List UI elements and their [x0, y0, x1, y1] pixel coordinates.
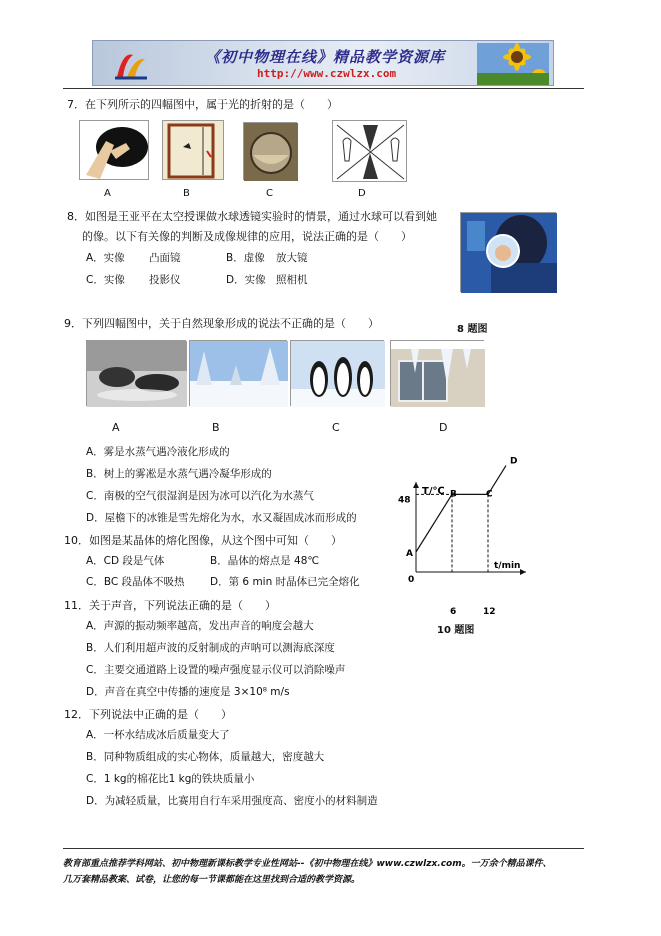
- q8-option-b-value: 放大镜: [276, 252, 308, 264]
- question-11-text: 11．关于声音，下列说法正确的是（ ）: [64, 599, 276, 612]
- q8-option-c-label: C．实像: [86, 274, 125, 286]
- q12-option-b: B．同种物质组成的实心物体，质量越大，密度越大: [86, 751, 325, 763]
- q8-option-d-value: 照相机: [276, 274, 308, 286]
- q9-label-a: A: [112, 421, 120, 434]
- question-9-text: 9．下列四幅图中，关于自然现象形成的说法不正确的是（ ）: [64, 317, 379, 330]
- point-label-c: C: [486, 489, 493, 500]
- q11-option-d: D．声音在真空中传播的速度是 3×10⁸ m/s: [86, 686, 290, 698]
- question-7-text: 7．在下列所示的四幅图中，属于光的折射的是（ ）: [67, 98, 338, 111]
- figure-8-caption: 8 题图: [457, 324, 488, 335]
- header-rule: [63, 88, 584, 89]
- q9-option-d: D．屋檐下的冰锥是雪先熔化为水，水又凝固成冰而形成的: [86, 512, 357, 524]
- q10-option-d: D．第 6 min 时晶体已完全熔化: [210, 576, 360, 588]
- q7-label-b: B: [183, 188, 190, 199]
- q7-image-a: [79, 120, 149, 180]
- q12-option-d: D．为减轻质量，比赛用自行车采用强度高、密度小的材料制造: [86, 795, 378, 807]
- q9-label-d: D: [439, 421, 448, 434]
- q7-label-d: D: [358, 188, 366, 199]
- origin-tick: 0: [408, 575, 415, 585]
- q7-image-d: [332, 120, 407, 182]
- q10-option-a: A．CD 段是气体: [86, 555, 165, 567]
- q9-label-c: C: [332, 421, 340, 434]
- point-label-b: B: [450, 489, 457, 500]
- melting-curve: [416, 466, 506, 552]
- q7-image-c: [243, 122, 297, 180]
- figure-10-caption: 10 题图: [437, 625, 475, 636]
- q9-option-a: A．雾是水蒸气遇冷液化形成的: [86, 446, 230, 458]
- q10-option-b: B．晶体的熔点是 48℃: [210, 555, 320, 567]
- question-8-line2: 的像。以下有关像的判断及成像规律的应用，说法正确的是（ ）: [82, 230, 412, 243]
- x-tick-12: 12: [483, 607, 496, 617]
- q11-option-b: B．人们利用超声波的反射制成的声呐可以测海底深度: [86, 642, 335, 654]
- q11-option-c: C．主要交通道路上设置的噪声强度显示仪可以消除噪声: [86, 664, 346, 676]
- sunflower-icon: [477, 43, 549, 85]
- site-logo-icon: [113, 47, 149, 81]
- footer-line-2: 几万套精品教案、试卷，让您的每一节课都能在这里找到合适的教学资源。: [63, 875, 361, 885]
- question-12-text: 12．下列说法中正确的是（ ）: [64, 708, 232, 721]
- x-tick-6: 6: [450, 607, 457, 617]
- q11-option-a: A．声源的振动频率越高，发出声音的响度会越大: [86, 620, 314, 632]
- melting-curve-chart: [396, 456, 536, 624]
- y-axis-label: T/℃: [422, 486, 445, 497]
- q9-option-b: B．树上的雾凇是水蒸气遇冷凝华形成的: [86, 468, 272, 480]
- q8-option-a-label: A．实像: [86, 252, 125, 264]
- y-tick-48: 48: [398, 495, 411, 506]
- q9-label-b: B: [212, 421, 220, 434]
- x-axis-arrow: [520, 569, 526, 575]
- q9-image-d-icicles: [390, 340, 484, 406]
- q9-image-a-fog: [86, 340, 186, 406]
- footer-rule: [63, 848, 584, 849]
- q8-option-d-label: D．实像: [226, 274, 266, 286]
- q12-option-a: A．一杯水结成冰后质量变大了: [86, 729, 230, 741]
- q9-image-b-rime: [189, 340, 287, 406]
- q8-option-c-value: 投影仪: [149, 274, 181, 286]
- point-label-a: A: [406, 549, 413, 559]
- question-10-text: 10．如图是某晶体的熔化图像，从这个图中可知（ ）: [64, 534, 342, 547]
- q10-option-c: C．BC 段晶体不吸热: [86, 576, 185, 588]
- q8-option-b-label: B．虚像: [226, 252, 265, 264]
- q8-option-a-value: 凸面镜: [149, 252, 181, 264]
- q7-label-a: A: [104, 188, 111, 199]
- header-banner: [92, 40, 554, 86]
- footer-line-1: 教育部重点推荐学科网站、初中物理新课标教学专业性网站--《初中物理在线》www.czwlzx.com。一万余个精品课件、: [63, 859, 552, 869]
- q7-image-b: [162, 120, 224, 180]
- question-8-line1: 8．如图是王亚平在太空授课做水球透镜实验时的情景，通过水球可以看到她: [67, 210, 437, 223]
- point-label-d: D: [510, 456, 518, 467]
- q7-label-c: C: [266, 188, 273, 199]
- q12-option-c: C．1 kg的棉花比1 kg的铁块质量小: [86, 773, 255, 785]
- q8-photo-water-ball: [460, 212, 556, 292]
- y-axis-arrow: [413, 482, 419, 488]
- banner-title: 《初中物理在线》精品教学资源库: [205, 48, 446, 66]
- banner-url[interactable]: http://www.czwlzx.com: [257, 67, 397, 80]
- q9-option-c: C．南极的空气很湿润是因为冰可以汽化为水蒸气: [86, 490, 314, 502]
- q9-image-c-penguins: [290, 340, 384, 406]
- x-axis-label: t/min: [494, 561, 521, 571]
